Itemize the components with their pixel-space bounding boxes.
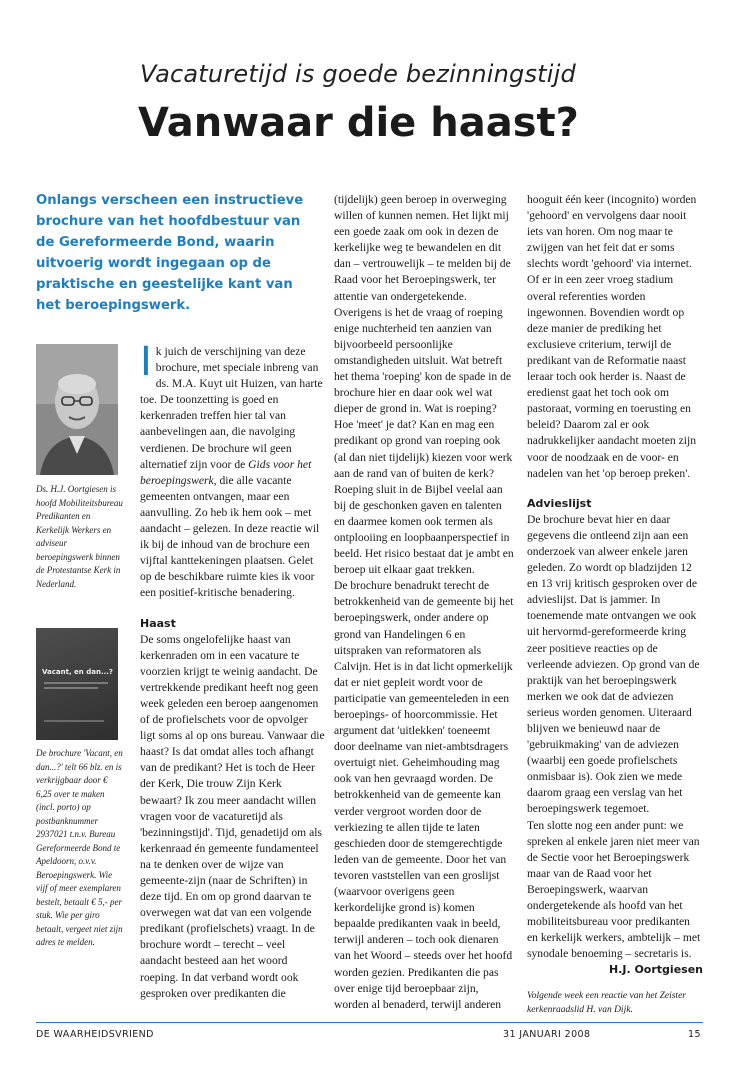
drop-cap: I — [140, 339, 152, 385]
article-kicker: Vacaturetijd is goede bezinningstijd — [140, 60, 576, 88]
article-paragraph: De brochure bevat hier en daar gegevens die ontleend zijn aan een onderzoek van alweer enkele jaren geleden. Zo wordt op bladzijden 12 en 13 vrij kritisch gesproken over de advieslijst. Dat is jammer. In toenemende mate ontvangen we ook uit hervormd-gereformeerde kring zeer positieve reacties op de verleende adviezen. Op grond van de praktijk van het beroepingswerk merken we ook dat de adviezen serieus worden genomen. Uiteraard blijven we benieuwd naar de 'gebruikmaking' van de adviezen (waarbij een goede profielschets onmisbaar is). Ook zien we mede daarom graag een verslag van het beroepingswerk tegemoet. — [527, 512, 700, 816]
article-headline: Vanwaar die haast? — [138, 100, 579, 146]
article-column-3 — [527, 192, 703, 1017]
next-week-note: Volgende week een reactie van het Zeister kerkenraadslid H. van Dijk. — [527, 990, 686, 1015]
article-paragraph — [140, 339, 326, 602]
article-paragraph: De brochure benadrukt terecht de betrokkenheid van de gemeente bij het beroepingswerk, onder andere op grond van Handelingen 6 en uitspraken van reformatoren als Calvijn. Het is in dat licht opmerkelijk dat er niet gepleit wordt voor de participatie van gemeenteleden in een beroepings- of hoorcommissie. Het argument dat 'uitlekken' toeneemt door deelname van niet-ambtsdragers overtuigt niet. Geheimhouding mag ook van hen gevraagd worden. De betrokkenheid van de gemeente kan verder vergroot worden door de verkiezing te allen tijde te laten geschieden door de stemgerechtigde leden van de gemeente. Door het van tevoren vaststellen van een groslijst (waarvoor overigens geen kerkordelijke grond is) komen bepaalde predikanten vaak in beeld, terwijl anderen – toch ook dienaren van het Woord – steeds over het hoofd worden gezien. Predikanten die pas over enige tijd beroepbaar zijn, worden al benaderd, terwijl anderen — [334, 579, 514, 1011]
author-signature: H.J. Oortgiesen — [608, 963, 703, 977]
author-caption: Ds. H.J. Oortgiesen is hoofd Mobiliteitsbureau Predikanten en Kerkelijk Werkers en adviseur beroepingswerk binnen de Protestantse Kerk in Nederland. — [36, 484, 123, 589]
article-paragraph: De soms ongelofelijke haast van kerkenraden om in een vacature te voorzien krijgt te weinig aandacht. De vertrekkende predikant heeft nog geen week geleden een beroep aangenomen of de profielschets voor de opvolger ligt soms al op ons bureau. Vanwaar die haast? Is dat omdat alles toch afhangt van de predikant? Het is toch de Heer der Kerk, Die trouw Zijn Kerk bewaart? Ik zou meer aandacht willen vragen voor de vacaturetijd als 'bezinningstijd'. Tijd, genadetijd om als kerkenraad én gemeente fundamenteel na te denken over de wijze van gemeente-zijn (naar de Schriften) in deze tijd. En om op grond daarvan te overwegen wat dat van een volgende predikant (profielschets) vraagt. In de brochure wordt – terecht – veel aandacht besteed aan het woord roeping. In dat verband wordt ook gesproken over predikanten die — [140, 632, 325, 1000]
cover-line — [44, 720, 104, 722]
cover-line — [44, 687, 98, 689]
page-number: 15 — [688, 1029, 701, 1040]
article-column-1 — [140, 339, 326, 1002]
paragraph-text: , die alle vacante gemeenten ontvangen, maar een aanvulling. Zo heb ik hem ook – met aandacht – gelezen. In deze reactie wil ik bij de inhoud van de brochure een vijftal kanttekeningen plaatsen. Gelet op de beschikbare ruimte kies ik voor een positief-kritische benadering. — [140, 473, 320, 600]
brochure-cover-title: Vacant, en dan...? — [42, 668, 113, 676]
article-column-2 — [334, 192, 514, 1013]
cover-line — [44, 682, 108, 684]
article-paragraph: Ten slotte nog een ander punt: we spreken al enkele jaren niet meer van de Sectie voor het Beroepingswerk maar van de Raad voor het Beroepingswerk, waarvan ondergetekende als hoofd van het mobiliteitsbureau voor predikanten en kerkelijk werkers, ambtelijk – met synodale benoeming – secretaris is. — [527, 818, 701, 961]
author-photo — [36, 344, 118, 475]
brochure-cover — [36, 628, 118, 740]
footer-date: 31 JANUARI 2008 — [503, 1029, 591, 1040]
article-paragraph: hooguit één keer (incognito) worden 'gehoord' en vervolgens daar nooit iets van horen. Om nog maar te zwijgen van het feit dat er soms slechts wordt 'gehoord' via internet. Of er in een zeer vroeg stadium overal referenties worden ingewonnen. Bovendien wordt op deze manier de prediking het exclusieve criterium, terwijl de predikant van de Reformatie naast leraar toch ook herder is. Naast de eredienst gaat het toch ook om pastoraat, vorming en toerusting en beleid? Daarom zal er ook nadrukkelijker aandacht moeten zijn voor de noodzaak en de voor- en nadelen van het 'op beroep preken'. — [527, 193, 697, 480]
article-paragraph: (tijdelijk) geen beroep in overweging willen of kunnen nemen. Het lijkt mij een goede zaak om ook in dezen de kerkelijke weg te bewandelen en dit dan – vertrouwelijk – te melden bij de Raad voor het Beroepingswerk, ter attentie van ondergetekende. Overigens is het de vraag of roeping enige nuchterheid ten aanzien van bijvoorbeeld persoonlijke omstandigheden uitsluit. Wat betreft het thema 'roeping' kon de spade in de brochure hier en daar ook wel wat dieper de grond in. Wat is roeping? Hoe 'meet' je dat? Kan en mag een predikant op grond van roeping ook (al dan niet tijdelijk) kiezen voor werk aan de rand van of buiten de kerk? Roeping sluit in de Bijbel veelal aan bij de geschonken gaven en talenten en daarmee komen ook termen als ontplooiing en loopbaanperspectief in beeld. Het risico bestaat dat je ambt en beroep uit elkaar gaat trekken. — [334, 193, 514, 577]
footer-rule — [36, 1022, 703, 1023]
paragraph-text: k juich de verschijning van deze brochure, met speciale inbreng van ds. M.A. Kuyt uit Huizen, van harte toe. De toonzetting is goed en kerkenraden treffen hier tal van aanbevelingen aan, die navolging verdienen. De brochure wil geen alternatief zijn voor de — [140, 345, 323, 471]
brochure-caption: De brochure 'Vacant, en dan...?' telt 66 blz. en is verkrijgbaar door € 6,25 over te maken (incl. porto) op postbanknummer 2937021 t.n.v. Bureau Gereformeerde Bond te Apeldoorn, o.v.v. Beroepingswerk. Wie vijf of meer exemplaren bestelt, betaalt € 5,- per stuk. Wie per giro betaalt, vergeet niet zijn adres te melden. — [36, 748, 123, 947]
guide-title: Gids voor het beroepingswerk — [140, 457, 312, 487]
footer-publication: DE WAARHEIDSVRIEND — [36, 1029, 154, 1040]
author-portrait-graphic — [36, 344, 118, 475]
section-heading-advieslijst: Advieslijst — [527, 496, 592, 510]
section-heading-haast: Haast — [140, 616, 176, 630]
article-intro: Onlangs verscheen een instructieve brochure van het hoofdbestuur van de Gereformeerde Bond, waarin uitvoerig wordt ingegaan op de praktische en geestelijke kant van het beroepingswerk. — [36, 193, 304, 313]
